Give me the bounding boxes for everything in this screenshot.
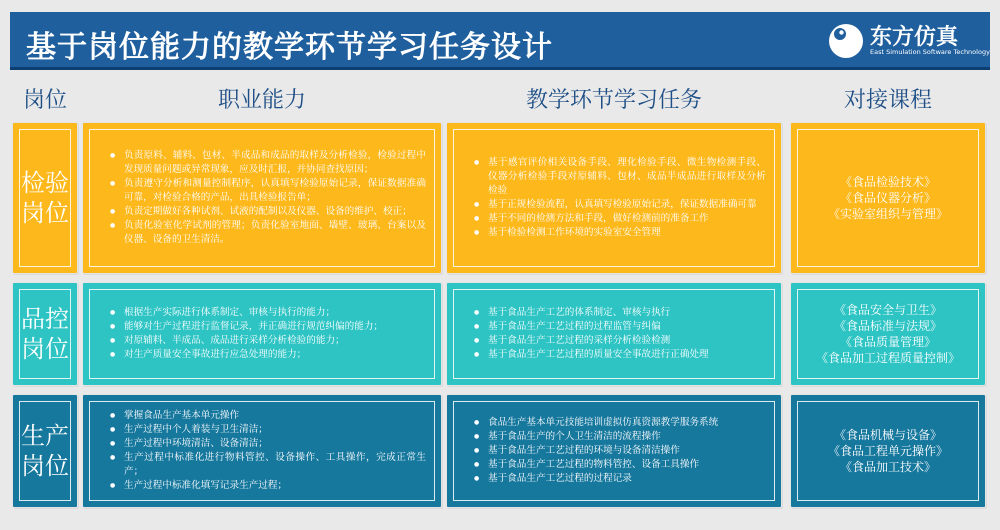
- course-name: 《食品工程单元操作》: [827, 444, 948, 458]
- row-label-text: 品控岗位: [21, 305, 69, 363]
- title-banner: [10, 12, 990, 70]
- course-name: 《食品加工技术》: [839, 460, 936, 474]
- ability-box-production: [82, 394, 442, 508]
- row-label-text: 生产岗位: [21, 422, 69, 480]
- column-header-courses: 对接课程: [843, 88, 932, 113]
- column-header-tasks: 教学环节学习任务: [525, 88, 702, 113]
- course-name: 《食品仪器分析》: [839, 191, 936, 205]
- row-label-quality-control: [12, 282, 78, 386]
- list-item: ● 生产过程中标准化填写记录生产过程；: [110, 479, 426, 493]
- column-header-ability: 职业能力: [217, 88, 306, 113]
- ability-box-inspection: [82, 122, 442, 274]
- list-item: ● 食品生产基本单元技能培训虚拟仿真资源教学服务系统: [474, 416, 766, 430]
- course-name: 《食品加工过程质量控制》: [815, 351, 960, 365]
- row-label-production: [12, 394, 78, 508]
- list-item: ● 能够对生产过程进行监督记录，并正确进行规范纠偏的能力；: [110, 320, 426, 334]
- course-name: 《食品安全与卫生》: [833, 303, 942, 317]
- course-name: 《食品检验技术》: [839, 175, 936, 189]
- list-item: ● 负责化验室化学试剂的管理；负责化验室地面、墙壁、玻璃、台案以及仪器、设备的卫生清洁。: [110, 219, 426, 247]
- company-logo: [826, 18, 990, 66]
- list-item: ● 基于检验检测工作环境的实验室安全管理: [474, 226, 766, 240]
- course-name: 《食品标准与法规》: [833, 319, 942, 333]
- list-item: ● 负责遵守分析和测量控制程序，认真填写检验原始记录，保证数据准确可靠，对检验合格的产品，出具检验报告单；: [110, 177, 426, 205]
- list-item: ● 生产过程中标准化进行物料管控、设备操作、工具操作，完成正常生产；: [110, 451, 426, 479]
- row-label-text: 检验岗位: [21, 169, 69, 227]
- list-item: ● 基于食品生产工艺过程的采样分析检验检测: [474, 334, 766, 348]
- list-item: ● 基于食品生产工艺的体系制定、审核与执行: [474, 306, 766, 320]
- task-box-production: [446, 394, 782, 508]
- ability-box-quality-control: [82, 282, 442, 386]
- logo-emblem-icon: [826, 20, 866, 60]
- course-box-production: [790, 394, 986, 508]
- list-item: ● 负责原料、辅料、包材、半成品和成品的取样及分析检验，检验过程中发现质量问题或异常现象，应及时汇报，并协同查找原因；: [110, 149, 426, 177]
- course-box-quality-control: [790, 282, 986, 386]
- list-item: ● 基于食品生产工艺过程的质量安全事故进行正确处理: [474, 348, 766, 362]
- course-name: 《食品质量管理》: [839, 335, 936, 349]
- list-item: ● 基于食品生产的个人卫生清洁的流程操作: [474, 430, 766, 444]
- list-item: ● 基于食品生产工艺过程的过程监管与纠偏: [474, 320, 766, 334]
- list-item: ● 负责定期做好各种试剂、试液的配制以及仪器、设备的维护、校正；: [110, 205, 426, 219]
- list-item: ● 掌握食品生产基本单元操作: [110, 409, 426, 423]
- logo-name: 东方仿真: [870, 25, 959, 50]
- course-name: 《食品机械与设备》: [833, 428, 942, 442]
- list-item: ● 基于食品生产工艺过程的环境与设备清洁操作: [474, 444, 766, 458]
- task-box-inspection: [446, 122, 782, 274]
- list-item: ● 生产过程中环境清洁、设备清洁；: [110, 437, 426, 451]
- list-item: ● 基于感官评价相关设备手段、理化检验手段、微生物检测手段、仪器分析检验手段对原辅料、包材、成品半成品进行取样及分析检验: [474, 156, 766, 198]
- logo-subtitle: East Simulation Software Technology: [870, 48, 990, 56]
- list-item: ● 基于食品生产工艺过程的过程记录: [474, 472, 766, 486]
- course-box-inspection: [790, 122, 986, 274]
- task-box-quality-control: [446, 282, 782, 386]
- list-item: ● 基于不同的检测方法和手段，做好检测前的准备工作: [474, 212, 766, 226]
- list-item: ● 对原辅料、半成品、成品进行采样分析检验的能力；: [110, 334, 426, 348]
- list-item: ● 基于正规检验流程，认真填写检验原始记录，保证数据准确可靠: [474, 198, 766, 212]
- course-name: 《实验室组织与管理》: [827, 207, 948, 221]
- column-header-position: 岗位: [22, 88, 67, 113]
- list-item: ● 生产过程中个人着装与卫生清洁；: [110, 423, 426, 437]
- list-item: ● 根据生产实际进行体系制定、审核与执行的能力；: [110, 306, 426, 320]
- list-item: ● 对生产质量安全事故进行应急处理的能力；: [110, 348, 426, 362]
- list-item: ● 基于食品生产工艺过程的物料管控、设备工具操作: [474, 458, 766, 472]
- row-label-inspection: [12, 122, 78, 274]
- page-title: 基于岗位能力的教学环节学习任务设计: [26, 30, 553, 65]
